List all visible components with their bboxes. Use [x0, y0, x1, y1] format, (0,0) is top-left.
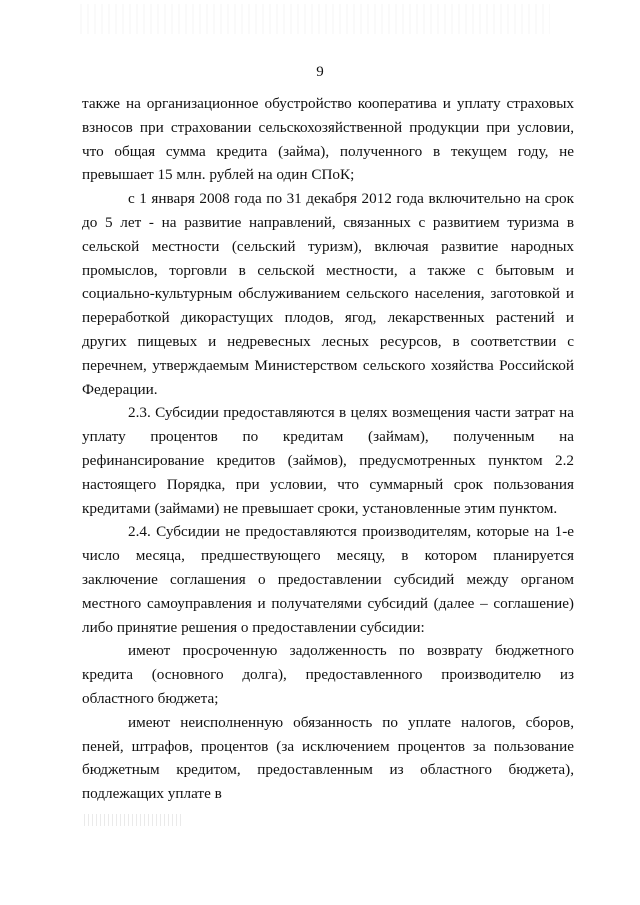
paragraph-1: также на организационное обустройство кооператива и уплату страховых взносов при страховании сельскохозяйственной продукции при условии, что общая сумма кредита (займа), полученного в текущем году, не превышает 15 млн. рублей на один СПоК; [82, 95, 574, 184]
paragraph-4: 2.4. Субсидии не предоставляются производителям, которые на 1-е число месяца, предшествующего месяцу, в котором планируется заключение соглашения о предоставлении субсидий между органом местного самоуправления и получателями субсидий (далее – соглашение) либо принятие решения о предоставлении субсидии: [82, 523, 574, 636]
paragraph-2: с 1 января 2008 года по 31 декабря 2012 года включительно на срок до 5 лет - на развитие направлений, связанных с развитием туризма в сельской местности (сельский туризм), включая развитие народных промыслов, торговли в сельской местности, а также с бытовым и социально-культурным обслуживанием сельского населения, заготовкой и переработкой дикорастущих плодов, ягод, лекарственных растений и других пищевых и недревесных лесных ресурсов, в соответствии с перечнем, утверждаемым Министерством сельского хозяйства Российской Федерации. [82, 190, 574, 398]
paragraph-3: 2.3. Субсидии предоставляются в целях возмещения части затрат на уплату процентов по кредитам (займам), полученным на рефинансирование кредитов (займов), предусмотренных пунктом 2.2 настоящего Порядка, при условии, что суммарный срок пользования кредитами (займами) не превышает сроки, установленные этим пунктом. [82, 404, 574, 517]
scan-artifact-bottom [84, 814, 184, 826]
page-number: 9 [316, 64, 324, 80]
paragraph-5: имеют просроченную задолженность по возврату бюджетного кредита (основного долга), предоставленного производителю из областного бюджета; [82, 642, 574, 707]
scan-artifact-top [80, 4, 550, 34]
document-body [82, 92, 574, 806]
paragraph-6: имеют неисполненную обязанность по уплате налогов, сборов, пеней, штрафов, процентов (за исключением процентов за пользование бюджетным кредитом, предоставленным из областного бюджета), подлежащих уплате в [82, 713, 574, 803]
